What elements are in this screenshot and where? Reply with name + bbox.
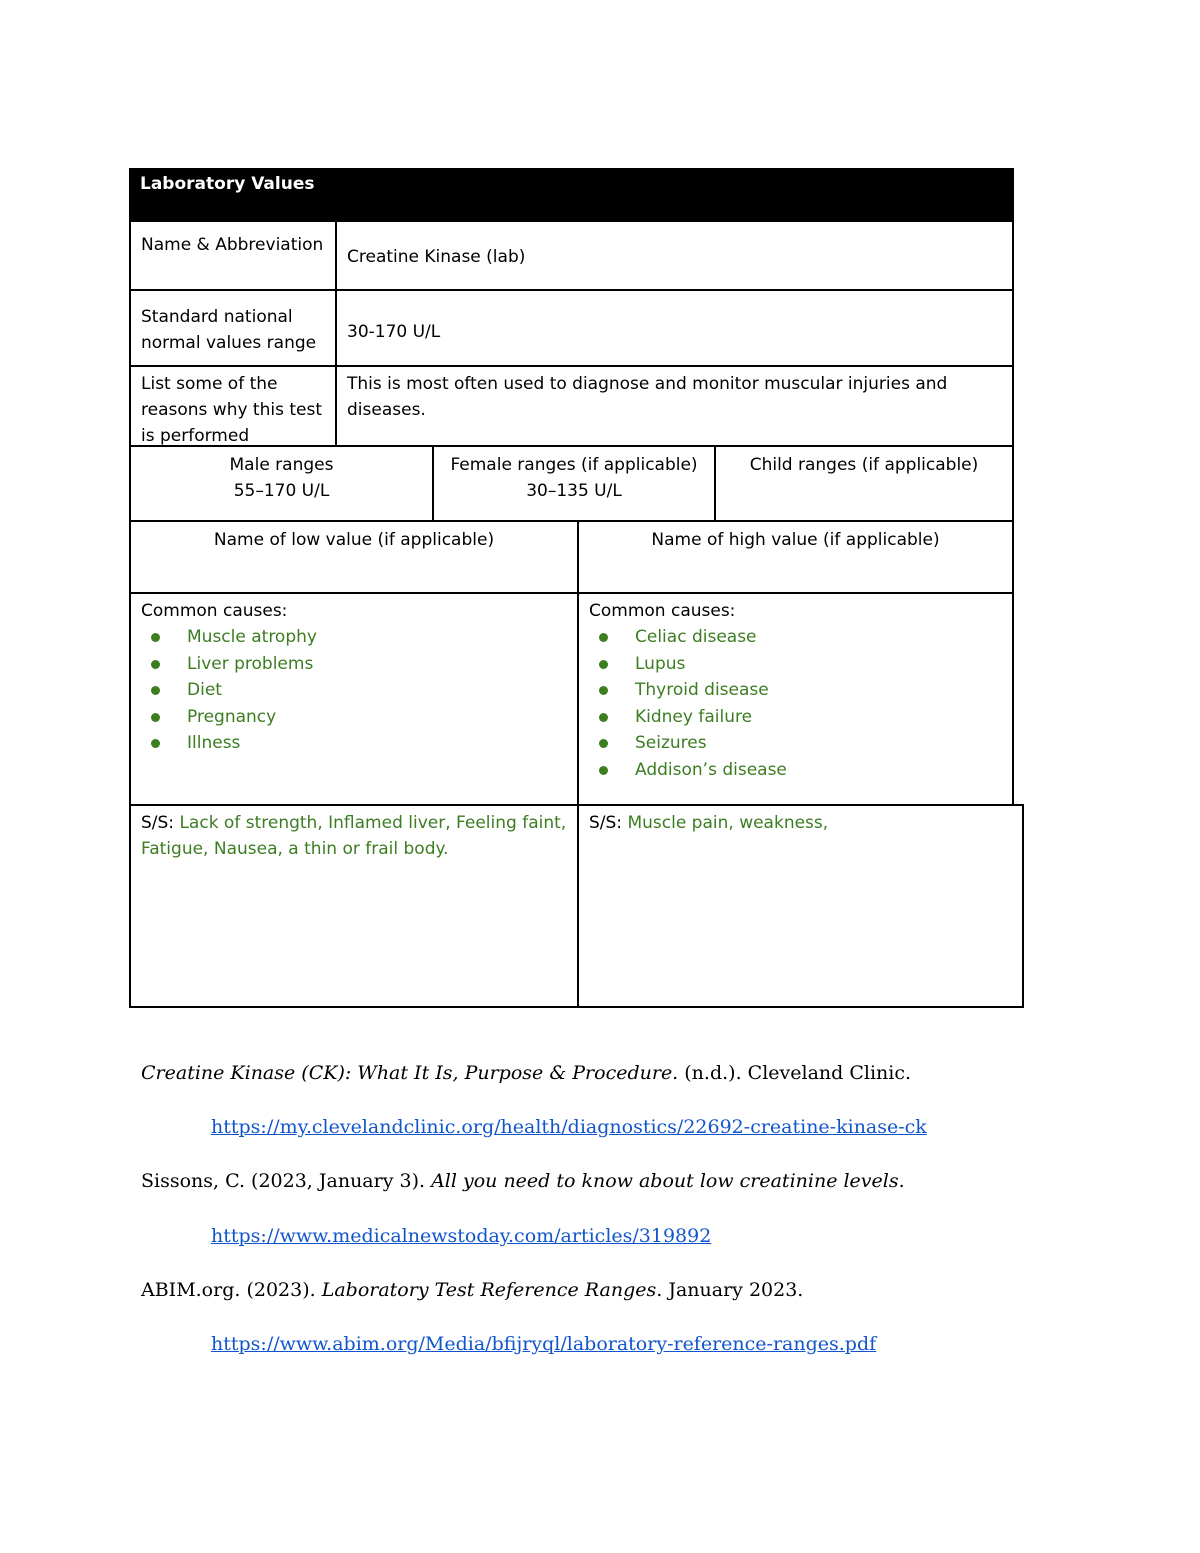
reference-3-rest: . January 2023. xyxy=(656,1279,804,1301)
range-value-cell xyxy=(335,289,1014,367)
reference-1-title: Creatine Kinase (CK): What It Is, Purpose & Procedure. xyxy=(141,1062,679,1084)
reference-3 xyxy=(141,1279,803,1301)
low-ss-text: Lack of strength, Inflamed liver, Feeling faint, Fatigue, Nausea, a thin or frail body. xyxy=(141,813,567,859)
high-value-cell xyxy=(577,520,1014,594)
table-title: Laboratory Values xyxy=(140,174,315,194)
list-item: Seizures xyxy=(635,730,1002,757)
child-range-label: Child ranges (if applicable) xyxy=(749,455,979,475)
list-item: Kidney failure xyxy=(635,704,1002,731)
reference-1 xyxy=(141,1062,911,1084)
low-value-label: Name of low value (if applicable) xyxy=(213,530,495,550)
list-item: Lupus xyxy=(635,651,1002,678)
list-item: Illness xyxy=(187,730,567,757)
list-item: Diet xyxy=(187,677,567,704)
list-item: Liver problems xyxy=(187,651,567,678)
low-causes-list xyxy=(141,624,567,757)
list-item: Pregnancy xyxy=(187,704,567,731)
name-label-cell xyxy=(129,220,337,291)
range-label: Standard national normal values range xyxy=(141,307,317,353)
high-value-label: Name of high value (if applicable) xyxy=(651,530,940,550)
name-label: Name & Abbreviation xyxy=(141,235,324,255)
range-label-cell xyxy=(129,289,337,367)
high-causes-label: Common causes: xyxy=(589,601,736,621)
high-ss-label: S/S: xyxy=(589,813,623,833)
list-item: Thyroid disease xyxy=(635,677,1002,704)
reference-3-lead: ABIM.org. (2023). xyxy=(141,1279,322,1301)
reference-2-title: All you need to know about low creatinine levels xyxy=(431,1170,899,1192)
reference-1-rest: (n.d.). Cleveland Clinic. xyxy=(678,1062,912,1084)
name-value: Creatine Kinase (lab) xyxy=(347,247,526,267)
name-value-cell xyxy=(335,220,1014,291)
female-range-cell xyxy=(432,445,716,522)
low-ss-cell xyxy=(129,804,579,1008)
reasons-label: List some of the reasons why this test is performed xyxy=(141,374,322,446)
female-range-value: 30–135 U/L xyxy=(526,481,622,501)
male-range-cell xyxy=(129,445,434,522)
female-range-label: Female ranges (if applicable) xyxy=(450,455,698,475)
reasons-label-cell xyxy=(129,365,337,447)
reference-2-link[interactable]: https://www.medicalnewstoday.com/articles/319892 xyxy=(211,1225,712,1247)
table-header xyxy=(129,168,1014,222)
high-causes-list xyxy=(589,624,1002,783)
male-range-value: 55–170 U/L xyxy=(233,481,330,501)
reasons-value-cell xyxy=(335,365,1014,447)
list-item: Celiac disease xyxy=(635,624,1002,651)
low-causes-label: Common causes: xyxy=(141,601,288,621)
high-ss-text: Muscle pain, weakness, xyxy=(627,813,829,833)
reference-2 xyxy=(141,1170,905,1192)
low-causes-cell xyxy=(129,592,579,806)
high-ss-cell xyxy=(577,804,1024,1008)
list-item: Muscle atrophy xyxy=(187,624,567,651)
list-item: Addison’s disease xyxy=(635,757,1002,784)
male-range-label: Male ranges xyxy=(229,455,334,475)
reference-2-lead: Sissons, C. (2023, January 3). xyxy=(141,1170,432,1192)
range-value: 30-170 U/L xyxy=(347,322,441,342)
reference-1-link[interactable]: https://my.clevelandclinic.org/health/diagnostics/22692-creatine-kinase-ck xyxy=(211,1116,927,1138)
reference-3-link[interactable]: https://www.abim.org/Media/bfijryql/laboratory-reference-ranges.pdf xyxy=(211,1333,877,1355)
low-value-cell xyxy=(129,520,579,594)
high-causes-cell xyxy=(577,592,1014,806)
low-ss-label: S/S: xyxy=(141,813,175,833)
reasons-value: This is most often used to diagnose and monitor muscular injuries and diseases. xyxy=(347,374,948,420)
child-range-cell xyxy=(714,445,1014,522)
reference-2-rest: . xyxy=(898,1170,905,1192)
reference-3-title: Laboratory Test Reference Ranges xyxy=(321,1279,657,1301)
